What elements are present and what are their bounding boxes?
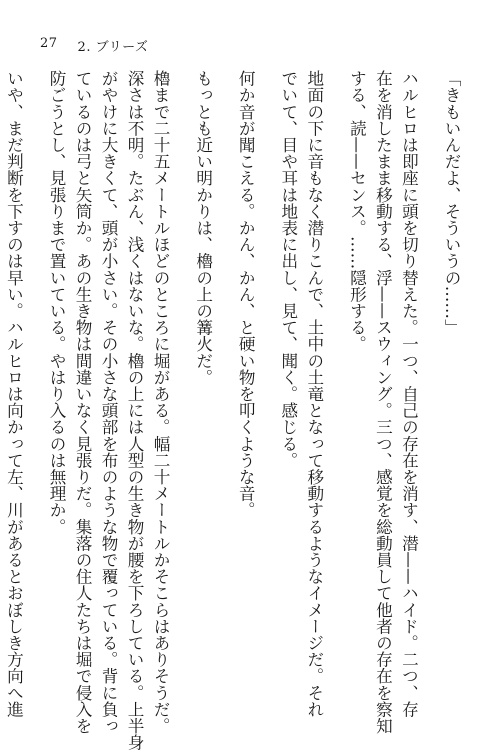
text-line: 「きもいんだよ、そういうの……」	[438, 70, 464, 670]
text-line: する、読——センス。……隠形する。	[343, 70, 369, 670]
page-header	[40, 36, 148, 55]
text-line: 地面の下に音もなく潜りこんで、土中の土竜となって移動するようなイメージだ。それ	[301, 70, 344, 670]
text-line: いや、まだ判断を下すのは早い。ハルヒロは向かって左、川があるとおぼしき方向へ進	[0, 70, 43, 670]
text-line: もっとも近い明かりは、櫓の上の篝火だ。	[190, 70, 233, 670]
text-line: ハルヒロは即座に頭を切り替えた。一つ、自己の存在を消す、潜——ハイド。二つ、存	[395, 70, 438, 670]
text-line: がやけに大きくて、頭が小さい。その小さな頭部を布のような物で覆っている。背に負っ	[95, 70, 121, 670]
chapter-title: 2. ブリーズ	[78, 36, 149, 55]
text-line: 深さは不明。たぶん、浅くはないな。櫓の上には人型の生き物が腰を下ろしている。上半身	[121, 70, 147, 670]
page-number: 27	[40, 36, 58, 55]
text-line: 櫓まで二十五メートルほどのところに堀がある。幅二十メートルかそこらはありそうだ。	[147, 70, 190, 670]
text-line: でいて、目や耳は地表に出し、見て、聞く。感じる。	[275, 70, 301, 670]
text-line: 防ごうとし、見張りまで置いている。やはり入るのは無理か。	[43, 70, 69, 670]
text-line: 何か音が聞こえる。かん、かん、と硬い物を叩くような音。	[232, 70, 275, 670]
body-text	[0, 70, 464, 670]
text-line: 在を消したまま移動する、浮——スウィング。三つ、感覚を総動員して他者の存在を察知	[369, 70, 395, 670]
text-line: ているのは弓と矢筒か。あの生き物は間違いなく見張りだ。集落の住人たちは堀で侵入を	[69, 70, 95, 670]
